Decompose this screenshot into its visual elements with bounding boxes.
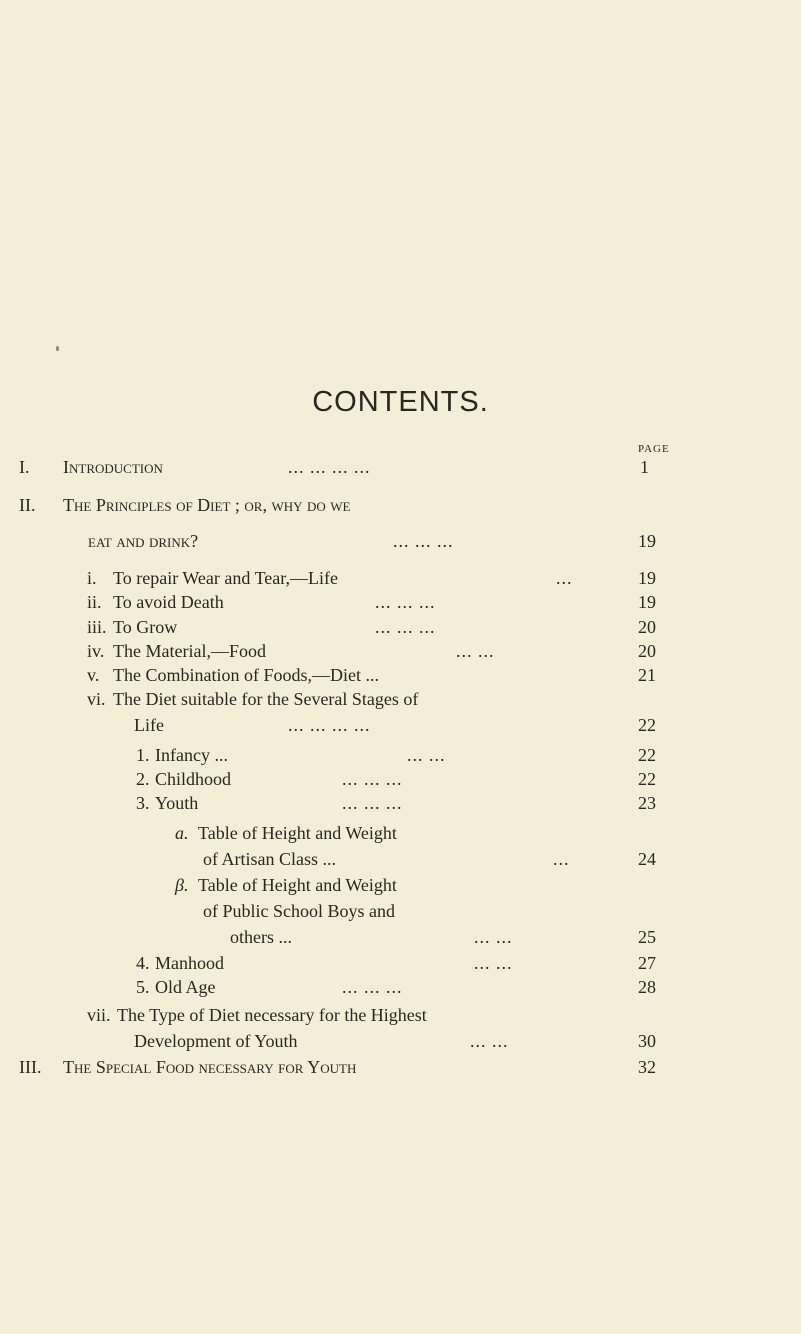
page-number: 19 [638, 568, 656, 588]
entry-number: 3. [136, 793, 150, 813]
toc-entry-childhood [0, 766, 801, 792]
toc-entry-diet-stages-cont [0, 712, 801, 738]
contents-heading: CONTENTS. [312, 386, 489, 418]
toc-entry-principles [0, 492, 801, 518]
dot-leader: ... ... [470, 1031, 509, 1051]
dot-leader: ... ... ... ... [288, 715, 371, 735]
entry-title: of Artisan Class ... [203, 849, 336, 869]
entry-title: To Grow [113, 617, 178, 637]
entry-title: others ... [230, 927, 292, 947]
page-number: 22 [638, 715, 656, 735]
dot-leader: ... ... [474, 927, 513, 947]
dot-leader: ... ... ... [393, 531, 454, 551]
entry-number: ii. [87, 592, 102, 612]
page-number: 28 [638, 977, 656, 997]
entry-title: Old Age [155, 977, 216, 997]
toc-entry-infancy [0, 742, 801, 768]
dot-leader: ... ... ... [342, 793, 403, 813]
entry-title: The Type of Diet necessary for the Highest [117, 1005, 427, 1025]
toc-entry-type-of-diet [0, 1002, 801, 1028]
entry-title: Infancy ... [155, 745, 228, 765]
toc-entry-special-food [0, 1054, 801, 1080]
entry-number: vii. [87, 1005, 111, 1025]
dot-leader: ... ... ... ... [288, 457, 371, 477]
toc-entry-type-of-diet-cont [0, 1028, 801, 1054]
toc-entry-manhood [0, 950, 801, 976]
dot-leader: ... ... ... [375, 592, 436, 612]
toc-entry-table-artisan-cont [0, 846, 801, 872]
toc-entry-principles-cont [0, 528, 801, 554]
toc-entry-repair [0, 565, 801, 591]
entry-title: eat and drink? [88, 531, 199, 551]
toc-entry-grow [0, 614, 801, 640]
page-number: 19 [638, 592, 656, 612]
toc-entry-introduction [0, 454, 801, 480]
entry-number: 2. [136, 769, 150, 789]
toc-entry-youth [0, 790, 801, 816]
entry-number: I. [19, 457, 30, 477]
page-number: 25 [638, 927, 656, 947]
entry-title: Youth [155, 793, 199, 813]
toc-entry-table-public-school-cont2 [0, 924, 801, 950]
entry-title: Manhood [155, 953, 224, 973]
page-number: 22 [638, 745, 656, 765]
entry-number: i. [87, 568, 97, 588]
page-number: 1 [640, 457, 649, 477]
page-number: 23 [638, 793, 656, 813]
page-number: 24 [638, 849, 656, 869]
entry-number: a. [175, 823, 189, 843]
entry-number: vi. [87, 689, 106, 709]
toc-entry-table-public-school-cont [0, 898, 801, 924]
entry-number: II. [19, 495, 36, 515]
entry-title: The Special Food necessary for Youth [63, 1057, 357, 1077]
entry-title: Introduction [63, 457, 163, 477]
toc-entry-old-age [0, 974, 801, 1000]
entry-title: of Public School Boys and [203, 901, 395, 921]
page-number: 21 [638, 665, 656, 685]
page-number: 30 [638, 1031, 656, 1051]
entry-title: Table of Height and Weight [198, 875, 397, 895]
entry-number: 4. [136, 953, 150, 973]
dot-leader: ... ... ... [342, 977, 403, 997]
dot-leader: ... ... ... [375, 617, 436, 637]
dot-leader: ... [553, 849, 570, 869]
toc-entry-material [0, 638, 801, 664]
entry-title: Childhood [155, 769, 232, 789]
entry-title: The Material,—Food [113, 641, 266, 661]
dot-leader: ... [556, 568, 573, 588]
entry-number: 5. [136, 977, 150, 997]
entry-title: To avoid Death [113, 592, 224, 612]
entry-title: Development of Youth [134, 1031, 298, 1051]
entry-number: III. [19, 1057, 42, 1077]
page-number: 20 [638, 641, 656, 661]
entry-title: The Diet suitable for the Several Stages of [113, 689, 419, 709]
toc-entry-table-public-school [0, 872, 801, 898]
dot-leader: ... ... ... [342, 769, 403, 789]
entry-title: Table of Height and Weight [198, 823, 397, 843]
entry-number: iv. [87, 641, 105, 661]
entry-number: iii. [87, 617, 107, 637]
toc-entry-table-artisan [0, 820, 801, 846]
dot-leader: ... ... [407, 745, 446, 765]
entry-number: β. [175, 875, 189, 895]
ink-speck [56, 346, 59, 351]
entry-title: The Principles of Diet ; or, why do we [63, 495, 351, 515]
dot-leader: ... ... [456, 641, 495, 661]
entry-title: The Combination of Foods,—Diet ... [113, 665, 379, 685]
page-number: 27 [638, 953, 656, 973]
toc-entry-diet-stages [0, 686, 801, 712]
entry-number: v. [87, 665, 100, 685]
entry-title: To repair Wear and Tear,—Life [113, 568, 339, 588]
page-column-label: PAGE [638, 443, 670, 455]
dot-leader: ... ... [474, 953, 513, 973]
entry-title: Life [134, 715, 164, 735]
page-number: 32 [638, 1057, 656, 1077]
toc-entry-combination [0, 662, 801, 688]
page-number: 19 [638, 531, 656, 551]
entry-number: 1. [136, 745, 150, 765]
page-number: 22 [638, 769, 656, 789]
toc-entry-avoid-death [0, 589, 801, 615]
page-number: 20 [638, 617, 656, 637]
